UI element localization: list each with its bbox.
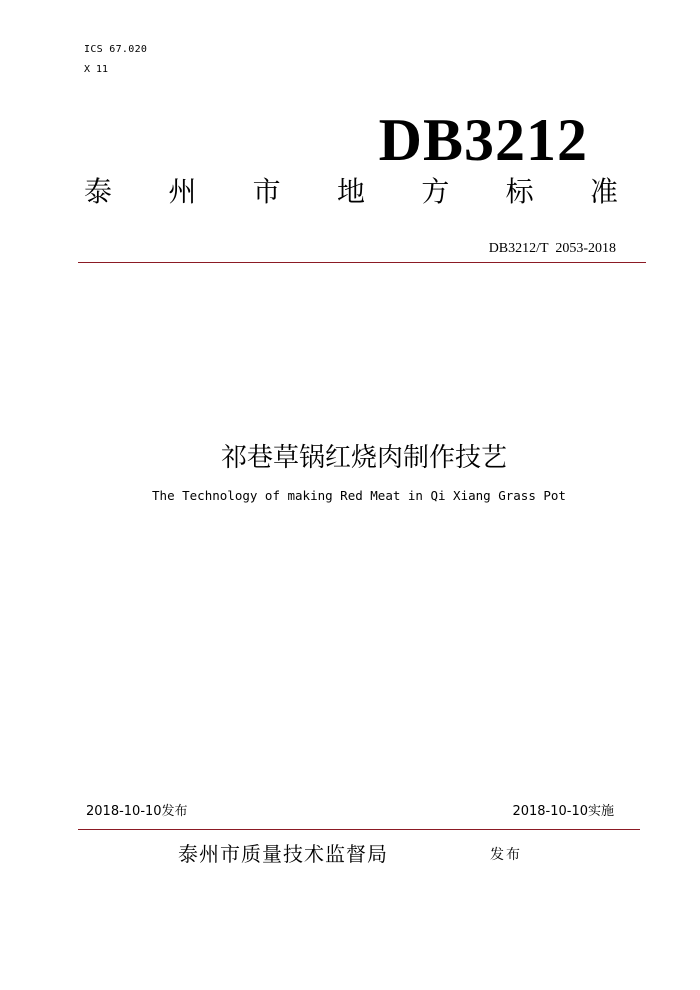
classification-code: X 11 [84,64,109,75]
standard-type-char: 地 [336,175,365,208]
standard-type-char: 泰 [84,175,113,208]
ics-code: ICS 67.020 [84,44,148,55]
standard-type-title [84,172,618,212]
standard-type-char: 方 [421,175,450,208]
issuing-label: 发布 [490,847,522,863]
top-divider [78,262,646,263]
standard-number: DB3212/T 2053-2018 [488,241,616,256]
implementation-date: 2018-10-10实施 [512,804,614,819]
issue-date: 2018-10-10发布 [86,804,188,819]
standard-type-char: 市 [252,175,281,208]
standard-code-heading: DB3212 [378,107,588,173]
standard-type-char: 州 [168,175,197,208]
bottom-divider [78,829,640,830]
issuing-authority: 泰州市质量技术监督局 [178,842,388,866]
document-title-chinese: 祁巷草锅红烧肉制作技艺 [220,443,507,473]
document-title-english: The Technology of making Red Meat in Qi Xiang Grass Pot [152,488,566,503]
standard-type-char: 准 [589,175,618,208]
standard-type-char: 标 [505,175,534,208]
